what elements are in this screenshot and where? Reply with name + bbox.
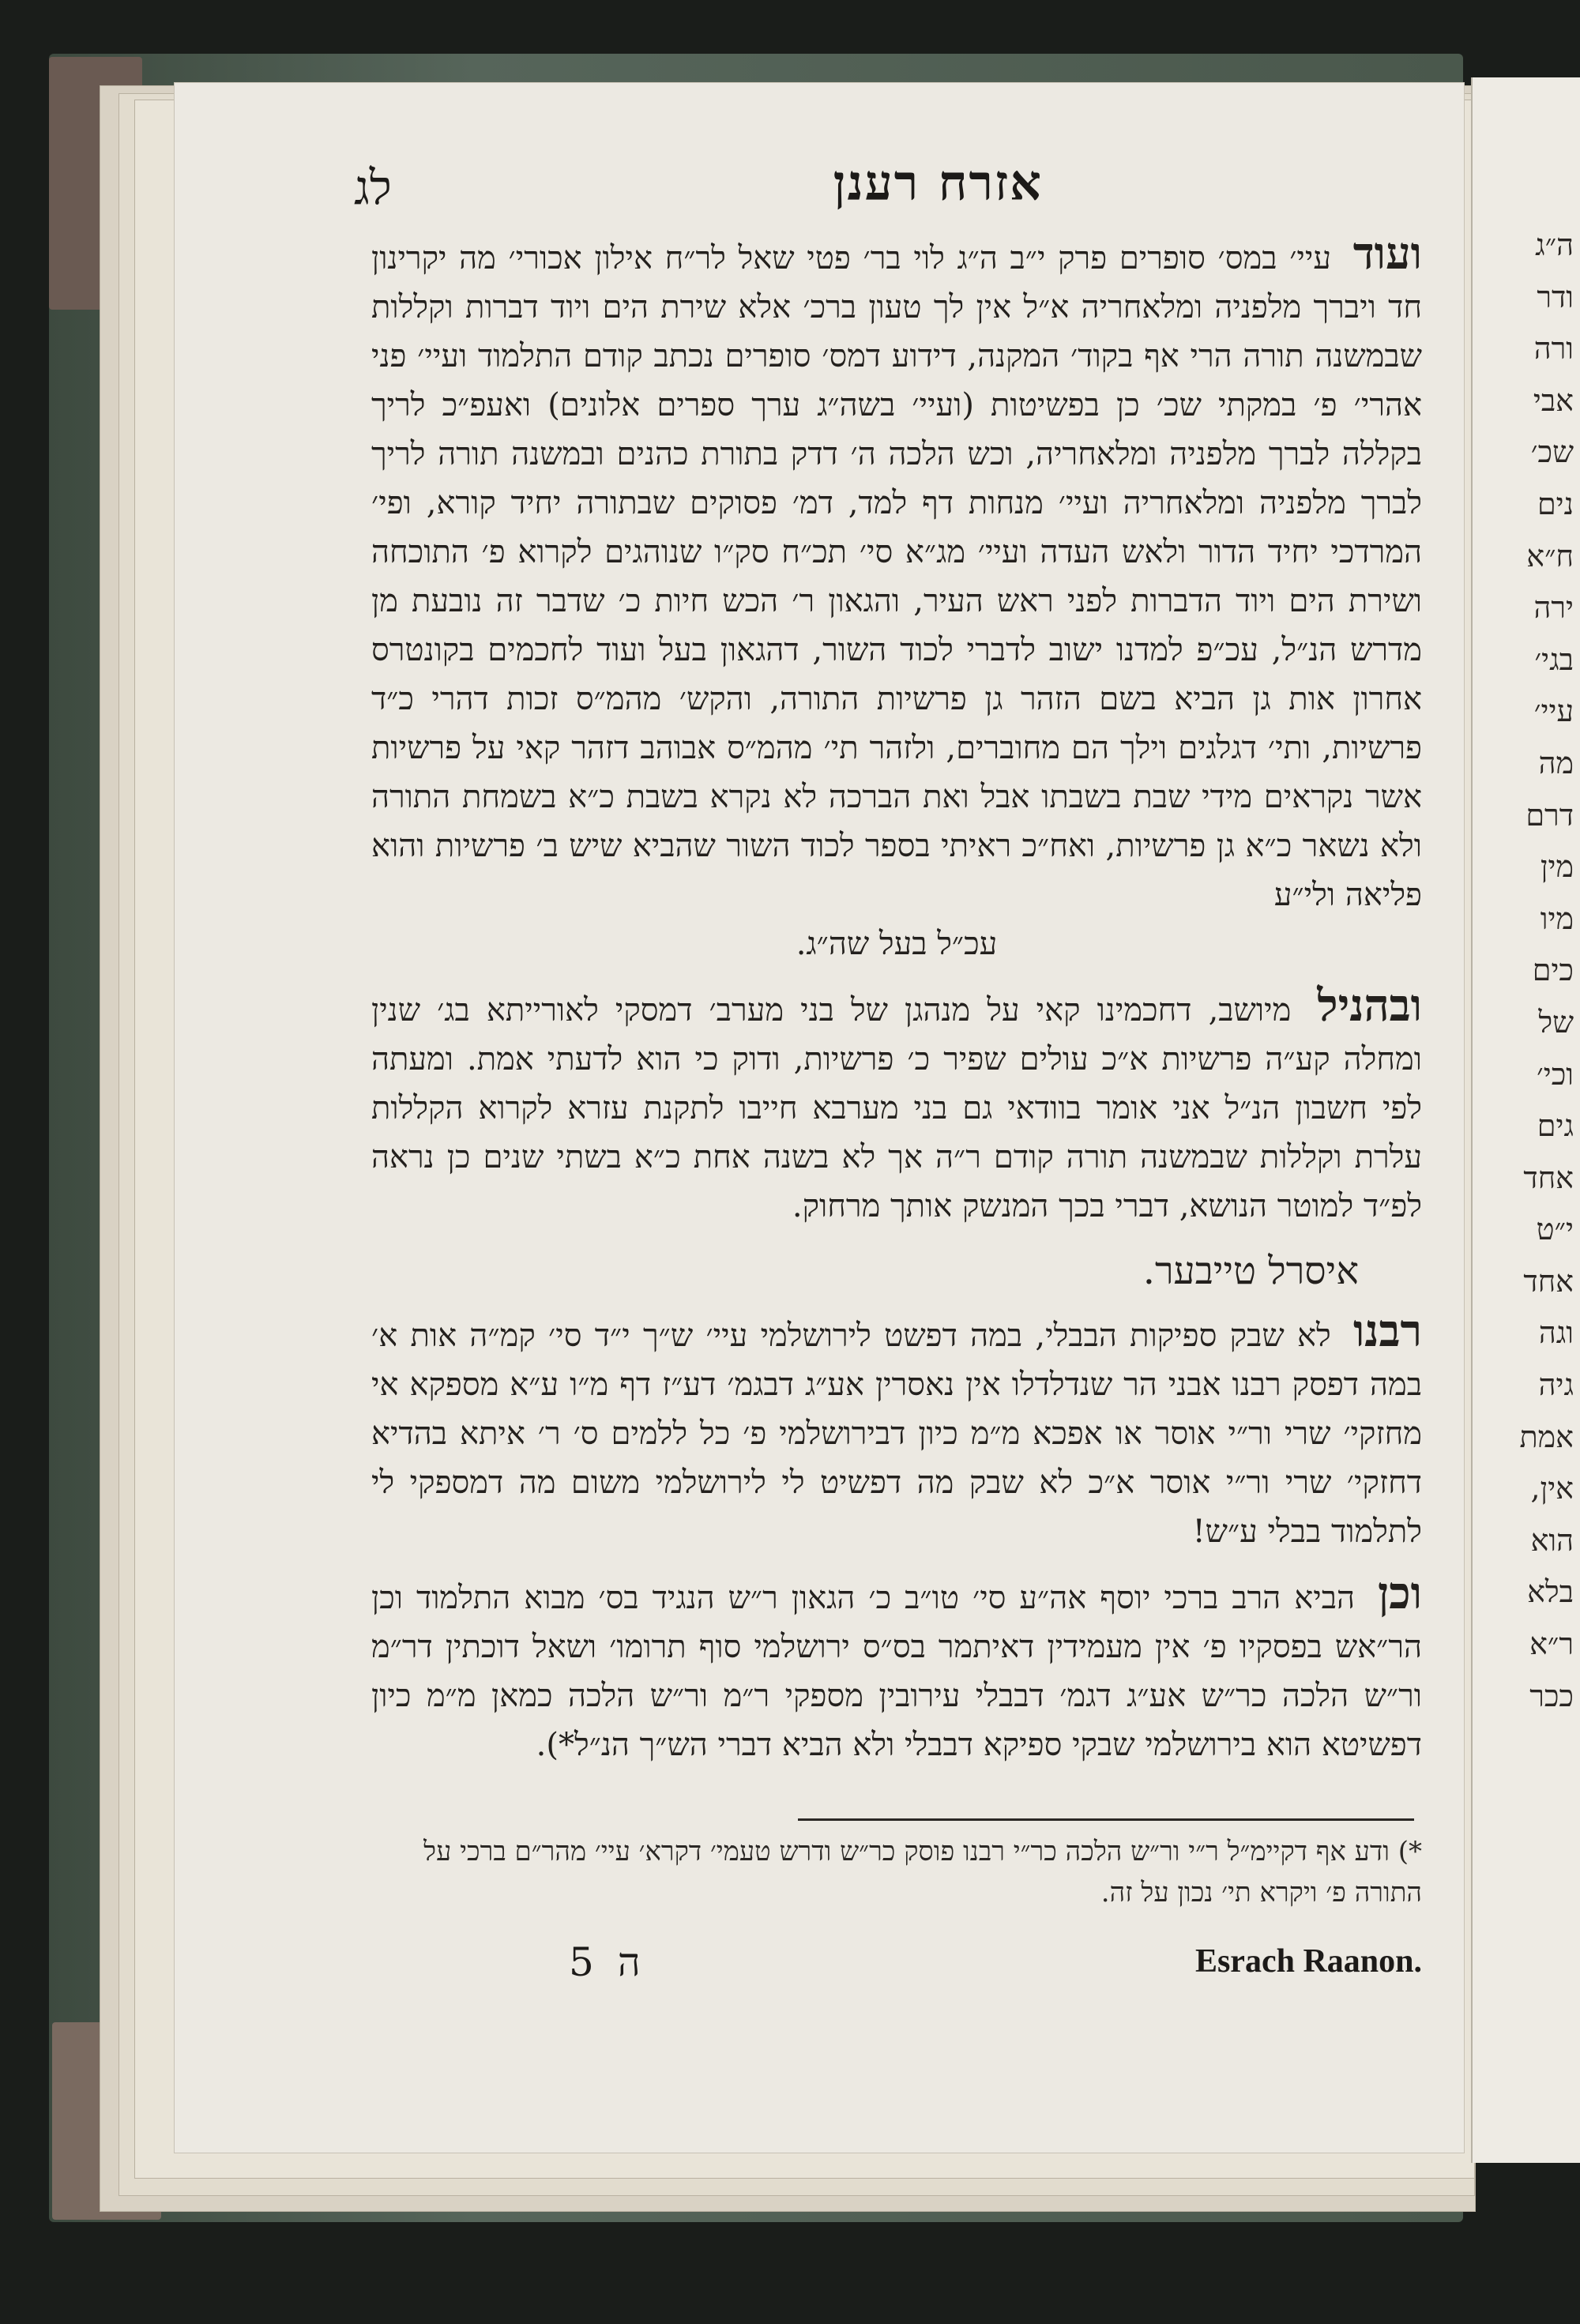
paragraph-body: לא שבק ספיקות הבבלי, במה דפשט לירושלמי עיי׳ ש״ך י״ד סי׳ קמ״ה אות א׳ במה דפסק רבנו אבני הר שנדלדלו אין נאסרין אע״ג דבגמ׳ דע״ז דף מ״ו ע״א מספקא אי מחזקי׳ שרי ור״י אוסר או אפכא מ״מ כיון דבירושלמי פ׳ כל ללמים ס׳ ר׳ איתא בהדיא דחזקי׳ שרי ור״י אוסר א״כ לא שבק מה דפשיט לי לירושלמי משום מה דמספקי לי לתלמוד בבלי ע״ש! xyxy=(371,1318,1422,1550)
printer-signature-mark xyxy=(569,1939,641,1985)
adjacent-page-fragment: גיה xyxy=(1538,1367,1574,1403)
adjacent-page-fragment: נים xyxy=(1537,486,1574,521)
adjacent-page-fragment: הוא xyxy=(1530,1522,1574,1558)
paragraph-lead-word: וכן xyxy=(1378,1567,1423,1619)
adjacent-page-fragment: אחד xyxy=(1523,1160,1574,1195)
paragraph-4 xyxy=(371,1569,1422,1769)
footnote: *) ודע אף דקיימ״ל ר״י ור״ש הלכה כר״י רבנו פוסק כר״ש ודרש טעמי׳ דקרא׳ עיי׳ מהר״ם ברכי על התורה פ׳ ויקרא תי׳ נכון על זה. xyxy=(423,1836,1422,1908)
page-footer xyxy=(371,1939,1422,1995)
adjacent-page-fragment: ירה xyxy=(1533,590,1574,626)
adjacent-page-fragment: בגי׳ xyxy=(1534,641,1574,677)
adjacent-page-fragment: דרם xyxy=(1525,797,1574,833)
paragraph-body: עיי׳ במס׳ סופרים פרק י״ב ה״ג לוי בר׳ פטי שאל לר״ח אילון אכורי׳ מה יקרינון חד ויברך מלפניה ומלאחריה א״ל אין לך טעון ברכ׳ אלא שירת הים ויוד דברות וקללות שבמשנה תורה הרי אף בקוד׳ המקנה, דידוע דמס׳ סופרים נכתב קודם התלמוד ועיי׳ פני אהרי׳ פ׳ במקתי שכ׳ כן בפשיטות (ועיי׳ בשה״ג ערך ספרים אלונים) ואעפ״כ לריך בקללה לברך מלפניה ומלאחריה, וכש הלכה ה׳ דדק בתורת כהנים ובמשנה תורה לריך לברך מלפניה ומלאחריה ועיי׳ מנחות דף למד, דמ׳ פסוקים שבתורה יחיד קורא, ופי׳ המרדכי יחיד הדור ולאש העדה ועיי׳ מג״א סי׳ תכ״ח סק״ו שנוהגים לקרוא פ׳ התוכחה ושירת הים ויוד הדברות לפני ראש העיר, והגאון ר׳ הכש חיות כ׳ שדבר זה נובעת מן מדרש הנ״ל, עכ״פ למדנו ישוב לדברי לכוד השור, דהגאון בעל ועוד לחכמים בקונטרס אחרון אות גן הביא בשם הזהר גן פרשיות התורה, והקש׳ מהמ״ס זכות דהרי כ״ד פרשיות, ותי׳ דגלגים וילך הם מחוברים, ולזהר תי׳ מהמ״ס אבוהב דזהר קאי על פרשיות אשר נקראים מידי שבת בשבתו אבל ואת הברכה לא נקרא בשבת כ״א בשמחת התורה ולא נשאר כ״א גן פרשיות, ואח״כ ראיתי בספר לכוד השור שהביא שיש ב׳ פרשיות והוא פליאה ולי״ע xyxy=(371,240,1423,913)
paragraph-body: הביא הרב ברכי יוסף אה״ע סי׳ טו״ב כ׳ הגאון ר״ש הנגיד בס׳ מבוא התלמוד וכן הר״אש בפסקיו פ׳ אין מעמידין דאיתמר בס״ס ירושלמי סוף תרומו׳ ושאל דוכתין דר״מ ור״ש הלכה כר״ש אע״ג דגמ׳ דבבלי עירובין מספקי ר״מ ור״ש הלכה כמאן מ״מ כיון דפשיטא הוא בירושלמי שבקי ספיקא דבבלי ולא הביא דברי הש״ך הנ״ל*). xyxy=(371,1580,1422,1763)
paragraph-body: מיושב, דחכמינו קאי על מנהגן של בני מערב׳ דמסקי לאורייתא בג׳ שנין ומחלה קע״ה פרשיות א״כ עולים שפיר כ׳ פרשיות, ודוק כי הוא לדעתי אמת. ומעתה לפי חשבון הנ״ל אני אומר בוודאי גם בני מערבא חייבו לתקנת עזרא לקרוא הקללות עלרת וקללות שבמשנה תורה קודם ר״ה אך לא בשנה אחת כ״א בשתי שנים כן נראה לפ״ד למוטר הנושא, דברי בכך המנשק אותך מרחוק. xyxy=(371,992,1423,1224)
adjacent-page-fragment: עיי׳ xyxy=(1533,694,1574,729)
paragraph-lead-word: ובהניל xyxy=(1317,980,1422,1032)
author-signature: איסרל טייבער. xyxy=(1142,1249,1359,1293)
adjacent-page xyxy=(1471,77,1580,2163)
adjacent-page-fragment: ח״א xyxy=(1526,538,1574,573)
signature-digit: 5 xyxy=(569,1939,594,1985)
signature-letter: ה xyxy=(617,1939,641,1985)
adjacent-page-fragment: וגה xyxy=(1538,1315,1574,1351)
adjacent-page-text xyxy=(1475,228,1574,1730)
adjacent-page-fragment: ככר xyxy=(1529,1678,1574,1713)
page-number: לג xyxy=(354,160,392,216)
adjacent-page-fragment: אין, xyxy=(1530,1471,1574,1506)
running-title: אזרח רענן xyxy=(833,154,1043,212)
adjacent-page-fragment: ר״א xyxy=(1529,1626,1574,1662)
paragraph-1 xyxy=(371,229,1422,968)
paragraph-2 xyxy=(371,981,1422,1231)
adjacent-page-fragment: כים xyxy=(1532,953,1574,988)
adjacent-page-fragment: שכ׳ xyxy=(1530,434,1574,470)
adjacent-page-fragment: אחד xyxy=(1523,1263,1574,1299)
footnote-rule xyxy=(798,1818,1414,1821)
paragraph-3 xyxy=(371,1307,1422,1556)
adjacent-page-fragment: ודר xyxy=(1537,279,1574,314)
adjacent-page-fragment: מין xyxy=(1540,849,1574,885)
adjacent-page-fragment: אבי xyxy=(1533,382,1574,418)
adjacent-page-fragment: של xyxy=(1538,1004,1574,1040)
page-header xyxy=(348,154,1414,217)
adjacent-page-fragment: ה״ג xyxy=(1535,228,1574,262)
adjacent-page-fragment: מיו xyxy=(1540,901,1574,936)
paragraph-closing: עכ״ל בעל שה״ג. xyxy=(796,926,998,962)
adjacent-page-fragment: י״ט xyxy=(1536,1212,1574,1247)
adjacent-page-fragment: אמת xyxy=(1519,1419,1574,1454)
adjacent-page-fragment: ורה xyxy=(1533,331,1574,367)
adjacent-page-fragment: בלא xyxy=(1527,1574,1574,1610)
adjacent-page-fragment: וכי׳ xyxy=(1536,1056,1574,1092)
adjacent-page-fragment: גים xyxy=(1537,1108,1574,1144)
main-text xyxy=(371,229,1422,1782)
paragraph-lead-word: רבנו xyxy=(1352,1305,1422,1357)
paragraph-lead-word: ועוד xyxy=(1352,228,1422,280)
imprint-title: Esrach Raanon. xyxy=(1194,1943,1422,1980)
adjacent-page-fragment: מה xyxy=(1538,745,1574,780)
